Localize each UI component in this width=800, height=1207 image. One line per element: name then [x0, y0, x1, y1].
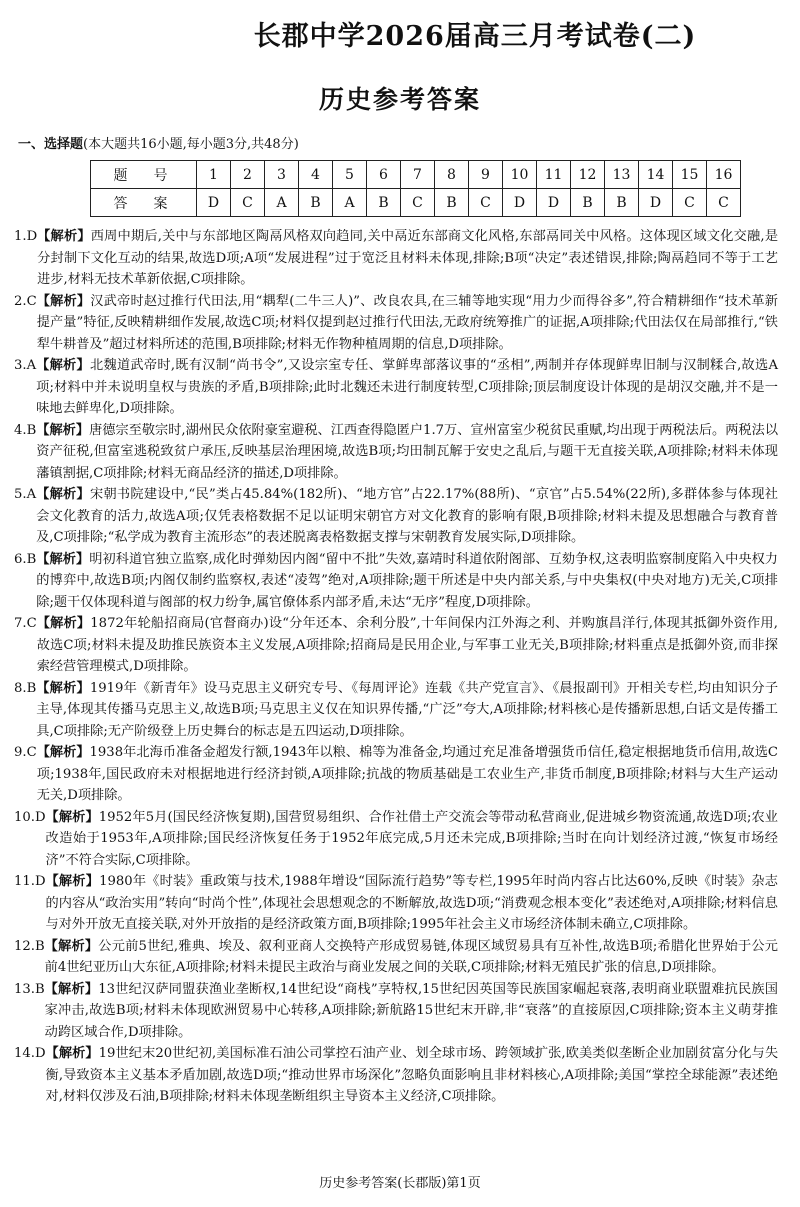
item-number: 14.D — [14, 1046, 46, 1061]
section-description: (本大题共16小题,每小题3分,共48分) — [83, 137, 299, 152]
answer-cell: D — [197, 189, 231, 217]
list-item — [14, 742, 778, 807]
item-text: 1938年北海币准备金超发行额,1943年以粮、棉等为准备金,均通过充足准备增强货币信任,稳定根据地货币信用,故选C项;1938年,国民政府未对根据地进行经济封锁,A项排除;抗战的物质基础是工农业生产,非货币制度,B项排除;材料与大生产运动无关,D项排除。 — [36, 745, 779, 803]
list-item — [14, 355, 778, 420]
analysis-tag: 【解析】 — [45, 874, 100, 889]
answer-cell: C — [673, 189, 707, 217]
answer-cell: C — [401, 189, 435, 217]
page-footer: 历史参考答案(长郡版)第1页 — [319, 1176, 481, 1191]
question-number: 7 — [401, 161, 435, 189]
answer-cell: B — [571, 189, 605, 217]
item-body — [45, 936, 778, 979]
item-text: 1952年5月(国民经济恢复期),国营贸易组织、合作社借土产交流会等带动私营商业,促进城乡物资流通,故选D项;农业改造始于1953年,A项排除;国民经济恢复任务于1952年底完成,5月还未完成,B项排除;当时在向计划经济过渡,“恢复市场经济”不符合实际,C项排除。 — [45, 809, 778, 868]
list-item — [14, 549, 778, 614]
item-number: 6.B — [14, 551, 37, 567]
item-text: 公元前5世纪,雅典、埃及、叙利亚商人交换特产形成贸易链,体现区域贸易具有互补性,故选B项;希腊化世界始于公元前4世纪亚历山大东征,A项排除;材料未提民主政治与商业发展之间的关联,C项排除;材料无殖民扩张的信息,D项排除。 — [44, 938, 778, 975]
item-body — [36, 678, 778, 743]
item-body — [46, 807, 778, 872]
analysis-tag: 【解析】 — [36, 422, 90, 438]
answer-cell: D — [537, 189, 571, 217]
list-item — [14, 1043, 778, 1108]
question-number: 10 — [503, 161, 537, 189]
item-text: 唐德宗至敬宗时,湖州民众依附豪室避税、江西查得隐匿户1.7万、宣州富室少税贫民重赋,均出现于两税法后。两税法以资产征税,但富室逃税致贫户承压,反映基层治理困境,故选B项;均田制瓦解于安史之乱后,与题干无直接关联,A项排除;材料未体现藩镇割据,C项排除;材料无商品经济的描述,D项排除。 — [36, 422, 779, 481]
item-number: 1.D — [14, 229, 38, 244]
answer-table — [90, 160, 741, 217]
question-number: 12 — [571, 161, 605, 189]
answer-cell: C — [707, 189, 741, 217]
answer-cell: A — [333, 189, 367, 217]
school-title: 长郡中学2026届高三月考试卷(二) — [253, 21, 697, 52]
analysis-tag: 【解析】 — [36, 616, 91, 631]
question-number: 1 — [197, 161, 231, 189]
header — [0, 14, 800, 53]
item-body — [46, 871, 778, 936]
analysis-tag: 【解析】 — [36, 551, 90, 567]
multiple-choice-section — [18, 136, 772, 217]
item-number: 10.D — [14, 809, 46, 825]
analysis-tag: 【解析】 — [45, 809, 99, 825]
list-item — [14, 979, 778, 1044]
analysis-tag: 【解析】 — [36, 487, 90, 502]
analysis-tag: 【解析】 — [36, 358, 90, 373]
item-number: 2.C — [14, 293, 37, 309]
answer-table-answer-row — [91, 189, 741, 217]
item-number: 8.B — [14, 680, 37, 696]
item-body — [36, 420, 778, 485]
question-number: 2 — [231, 161, 265, 189]
item-body — [45, 979, 778, 1044]
item-number: 13.B — [14, 981, 45, 997]
question-number: 16 — [707, 161, 741, 189]
item-body — [37, 742, 778, 807]
item-text: 1919年《新青年》设马克思主义研究专号、《每周评论》连载《共产党宣言》、《晨报副刊》开相关专栏,均由知识分子主导,体现其传播马克思主义,故选B项;马克思主义仅在知识界传播,“广泛”夸大,A项排除;材料核心是传播新思想,白话文是传播工具,C项排除;无产阶级登上历史舞台的标志是五四运动,D项排除。 — [36, 680, 779, 739]
item-body — [37, 291, 778, 356]
answer-cell: A — [265, 189, 299, 217]
list-item — [14, 807, 778, 872]
item-number: 5.A — [14, 487, 37, 502]
item-number: 9.C — [14, 745, 37, 760]
answer-row-label: 答 案 — [91, 189, 197, 217]
item-number: 12.B — [14, 938, 45, 954]
list-item — [14, 613, 778, 678]
question-number: 13 — [605, 161, 639, 189]
item-body — [36, 549, 778, 614]
analysis-tag: 【解析】 — [45, 1046, 99, 1061]
item-text: 13世纪汉萨同盟获渔业垄断权,14世纪设“商栈”享特权,15世纪因英国等民族国家崛起衰落,表明商业联盟难抗民族国家冲击,故选B项;材料未体现欧洲贸易中心转移,A项排除;新航路15世纪末开辟,非“衰落”的直接原因,C项排除;资本主义萌芽推动跨区域合作,D项排除。 — [44, 981, 778, 1040]
list-item — [14, 226, 778, 291]
item-body — [37, 613, 778, 678]
question-number: 15 — [673, 161, 707, 189]
item-body — [37, 226, 778, 291]
item-number: 7.C — [14, 616, 37, 631]
question-number: 6 — [367, 161, 401, 189]
answer-cell: B — [435, 189, 469, 217]
subject-title: 历史参考答案 — [318, 85, 481, 114]
answer-table-number-row — [91, 161, 741, 189]
analysis-tag: 【解析】 — [37, 229, 91, 244]
section-heading — [18, 136, 772, 154]
question-number: 3 — [265, 161, 299, 189]
question-number: 4 — [299, 161, 333, 189]
analysis-tag: 【解析】 — [36, 680, 90, 696]
item-number: 4.B — [14, 422, 37, 438]
list-item — [14, 871, 778, 936]
item-text: 1872年轮船招商局(官督商办)设“分年还本、余利分股”,十年间保内江外海之利、并购旗昌洋行,体现其抵御外资作用,故选C项;材料未提及助推民族资本主义发展,A项排除;招商局是民用企业,与军事工业无关,B项排除;材料重点是抵御外资,而非探索经营管理模式,D项排除。 — [36, 616, 778, 674]
item-body — [46, 1043, 778, 1108]
answer-cell: B — [605, 189, 639, 217]
item-number: 3.A — [14, 358, 37, 373]
answer-cell: D — [639, 189, 673, 217]
list-item — [14, 420, 778, 485]
list-item — [14, 936, 778, 979]
question-number: 14 — [639, 161, 673, 189]
section-title: 一、选择题 — [18, 137, 84, 152]
analysis-tag: 【解析】 — [36, 293, 91, 309]
question-number: 8 — [435, 161, 469, 189]
answer-cell: C — [469, 189, 503, 217]
item-text: 1980年《时装》重政策与技术,1988年增设“国际流行趋势”等专栏,1995年时尚内容占比达60%,反映《时装》杂志的内容从“政治实用”转向“时尚个性”,体现社会思想观念的不断解放,故选D项;“消费观念根本变化”表述绝对,A项排除;材料信息与对外开放无直接关联,对外开放指的是经济政策方面,B项排除;1995年社会主义市场经济体制未确立,C项排除。 — [45, 874, 778, 932]
analysis-tag: 【解析】 — [36, 745, 90, 760]
number-row-label: 题 号 — [91, 161, 197, 189]
item-text: 汉武帝时赵过推行代田法,用“耦犁(二牛三人)”、改良农具,在三辅等地实现“用力少而得谷多”,符合精耕细作“技术革新提产量”特征,反映精耕细作发展,故选C项;材料仅提到赵过推行代田法,无政府统筹推广的证据,A项排除;代田法仅在局部推行,“铁犁牛耕普及”超过材料所述的范围,B项排除;材料无作物种植周期的信息,D项排除。 — [36, 293, 778, 352]
analysis-list — [14, 226, 778, 1108]
item-number: 11.D — [14, 874, 46, 889]
question-number: 11 — [537, 161, 571, 189]
analysis-tag: 【解析】 — [44, 938, 99, 954]
item-text: 19世纪末20世纪初,美国标准石油公司掌控石油产业、划全球市场、跨领域扩张,欧美类似垄断企业加剧贫富分化与失衡,导致资本主义基本矛盾加剧,故选D项;“推动世界市场深化”忽略负面影响且非材料核心,A项排除;美国“掌控全球能源”表述绝对,材料仅涉及石油,B项排除;材料未体现垄断组织主导资本主义经济,C项排除。 — [45, 1046, 779, 1104]
list-item — [14, 291, 778, 356]
item-text: 北魏道武帝时,既有汉制“尚书令”,又设宗室专任、掌鲜卑部落议事的“丞相”,两制并存体现鲜卑旧制与汉制糅合,故选A项;材料中并未说明皇权与贵族的矛盾,B项排除;此时北魏还未进行制度转型,C项排除;顶层制度设计体现的是胡汉交融,并不是一味地去鲜卑化,D项排除。 — [36, 358, 779, 416]
question-number: 5 — [333, 161, 367, 189]
list-item — [14, 678, 778, 743]
item-body — [36, 355, 778, 420]
answer-cell: D — [503, 189, 537, 217]
analysis-tag: 【解析】 — [44, 981, 99, 997]
item-text: 明初科道官独立监察,成化时弹劾因内阁“留中不批”失效,嘉靖时科道依附阁部、互劾争权,这表明监察制度陷入中央权力的博弈中,故选B项;内阁仅制约监察权,表述“凌驾”绝对,A项排除;题干所述是中央内部关系,与中央集权(中央对地方)无关,C项排除;题干仅体现科道与阁部的权力纷争,属官僚体系内部矛盾,未达“无序”程度,D项排除。 — [36, 551, 778, 610]
answer-cell: B — [367, 189, 401, 217]
list-item — [14, 484, 778, 549]
item-body — [36, 484, 778, 549]
item-text: 西周中期后,关中与东部地区陶鬲风格双向趋同,关中鬲近东部商文化风格,东部鬲同关中风格。这体现区域文化交融,是分封制下文化互动的结果,故选D项;A项“发展进程”过于宽泛且材料未体现,排除;B项“决定”表述错误,排除;陶鬲趋同不等于工艺进步,材料无技术革新依据,C项排除。 — [37, 229, 779, 287]
question-number: 9 — [469, 161, 503, 189]
answer-cell: C — [231, 189, 265, 217]
item-text: 宋朝书院建设中,“民”类占45.84%(182所)、“地方官”占22.17%(88所)、“京官”占5.54%(22所),多群体参与体现社会文化教育的活力,故选A项;仅凭表格数据不足以证明宋朝官方对文化教育的影响有限,B项排除;材料未提及思想融合与教育普及,C项排除;“私学成为教育主流形态”的表述脱离表格数据支撑与宋朝教育发展实际,D项排除。 — [36, 487, 778, 545]
answer-cell: B — [299, 189, 333, 217]
